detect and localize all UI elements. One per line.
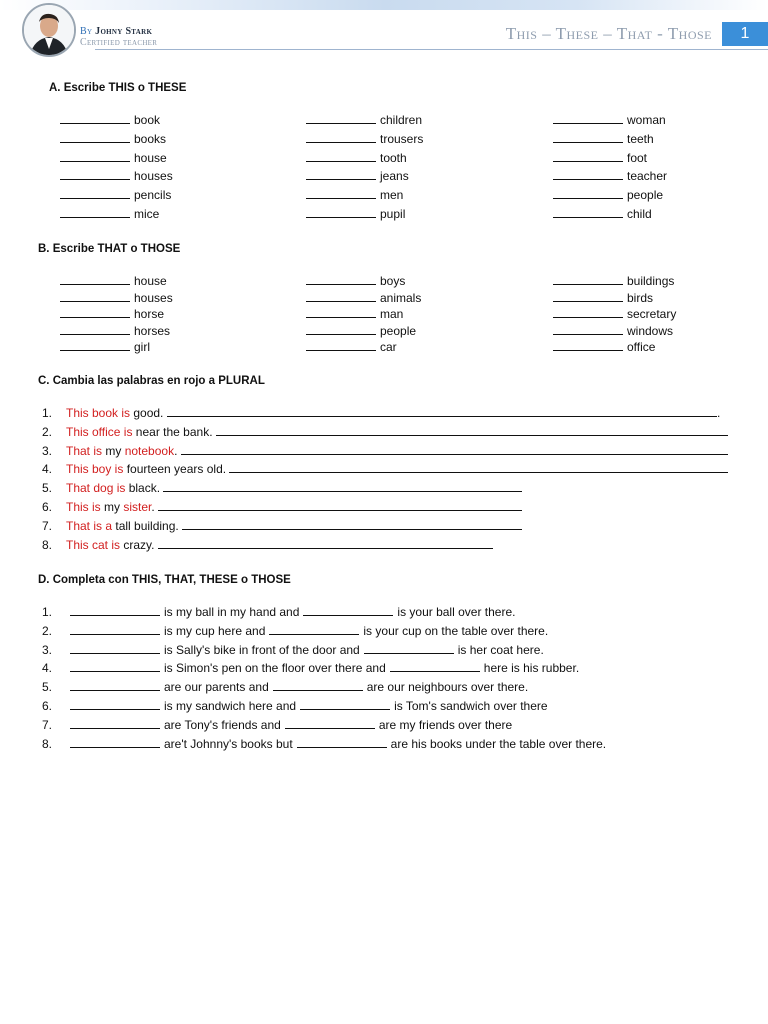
answer-blank[interactable] [306,207,376,218]
answer-blank[interactable] [306,169,376,180]
sentence-text: my [100,500,124,514]
word-label: man [380,307,404,322]
answer-blank[interactable] [60,169,130,180]
sentence-part-a: are Tony's friends and [164,717,281,732]
word-label: jeans [380,169,409,184]
word-label: secretary [627,307,677,322]
answer-blank-first[interactable] [70,624,160,635]
page-number: 1 [722,22,768,46]
answer-blank[interactable] [553,188,623,199]
line-end: . [717,406,721,420]
word-label: books [134,131,167,146]
author-credit [80,26,157,48]
plural-exercise-item [42,406,720,420]
item-number: 6. [42,699,53,713]
answer-blank[interactable] [60,113,130,124]
answer-blank-first[interactable] [70,718,160,729]
answer-blank[interactable] [60,291,130,302]
word-label: men [380,188,404,203]
item-number: 2. [42,623,53,638]
author-role: Certified teacher [80,37,158,48]
answer-blank[interactable] [306,291,376,302]
answer-blank[interactable] [60,151,130,162]
answer-line[interactable] [181,444,728,455]
answer-blank[interactable] [553,207,623,218]
answer-blank[interactable] [553,307,623,318]
sentence-part-b: are our neighbours over there. [366,680,529,695]
answer-line[interactable] [229,462,728,473]
answer-blank-first[interactable] [70,605,160,616]
word-label: child [627,207,652,221]
answer-blank[interactable] [306,113,376,124]
highlighted-word: This office is [66,424,133,439]
demonstrative-exercise-item [42,680,528,694]
word-label: houses [134,290,173,305]
word-blank-item [306,291,421,305]
word-blank-item [553,207,652,221]
word-blank-item [553,274,674,288]
sentence-text: good. [130,406,167,420]
word-label: horse [134,307,165,322]
item-number: 5. [42,680,53,695]
word-blank-item [306,169,409,183]
answer-blank[interactable] [553,340,623,351]
answer-blank[interactable] [60,340,130,351]
sentence-part-b: is Tom's sandwich over there [394,699,548,713]
answer-line[interactable] [216,425,728,436]
sentence-part-a: is my sandwich here and [164,699,297,713]
word-label: book [134,113,161,127]
word-label: children [380,113,423,127]
answer-blank[interactable] [60,274,130,285]
answer-blank[interactable] [306,132,376,143]
sentence-part-b: are my friends over there [378,717,513,732]
answer-blank-second[interactable] [300,699,390,710]
answer-blank-second[interactable] [303,605,393,616]
sentence-part-a: are't Johnny's books but [164,736,293,751]
answer-blank[interactable] [553,132,623,143]
sentence-part-a: is my cup here and [164,623,266,638]
word-label: people [627,188,664,203]
sentence-text: . [151,500,159,514]
word-blank-item [306,132,423,146]
word-blank-item [60,151,167,165]
word-blank-item [306,207,405,221]
highlighted-word: This is [66,500,101,514]
word-blank-item [60,307,164,321]
sentence-part-a: are our parents and [164,680,269,695]
plural-exercise-item [42,425,728,439]
sentence-part-b: is your ball over there. [397,605,516,619]
page-header [0,0,768,60]
word-label: woman [627,113,666,127]
word-label: horses [134,323,171,338]
word-label: house [134,150,167,165]
plural-exercise-item [42,462,728,476]
answer-line[interactable] [182,519,522,530]
word-blank-item [60,274,167,288]
item-number: 3. [42,443,53,458]
word-blank-item [306,324,416,338]
highlighted-word: That is [66,443,103,458]
author-name: Johny Stark [95,26,153,37]
sentence-text: tall building. [112,518,183,533]
answer-blank-first[interactable] [70,643,160,654]
highlighted-word: That dog is [66,481,126,496]
word-blank-item [553,307,676,321]
sentence-text: black. [125,481,164,496]
word-blank-item [60,113,160,127]
answer-blank-first[interactable] [70,737,160,748]
document-title: This – These – That - Those [505,24,712,43]
answer-blank-second[interactable] [273,680,363,691]
sentence-part-b: here is his rubber. [483,661,580,676]
word-label: buildings [627,274,675,288]
word-blank-item [306,113,422,127]
word-label: birds [627,290,654,305]
answer-line[interactable] [163,481,522,492]
answer-blank[interactable] [306,307,376,318]
word-blank-item [306,307,403,321]
sentence-text: near the bank. [132,424,216,439]
answer-blank[interactable] [60,132,130,143]
item-number: 4. [42,661,53,676]
answer-blank-second[interactable] [269,624,359,635]
word-label: foot [627,150,648,165]
item-number: 8. [42,736,53,751]
highlighted-word: That is a [66,518,113,533]
word-label: pupil [380,207,406,221]
answer-blank-second[interactable] [364,643,454,654]
demonstrative-exercise-item [42,661,579,675]
word-blank-item [60,188,171,202]
answer-blank-second[interactable] [390,661,480,672]
highlighted-word: This book is [66,406,131,420]
answer-line[interactable] [167,406,717,417]
item-number: 1. [42,605,53,619]
answer-blank[interactable] [60,188,130,199]
word-label: houses [134,169,173,184]
demonstrative-exercise-item [42,605,515,619]
sentence-part-a: is Simon's pen on the floor over there and [164,661,386,676]
item-number: 5. [42,481,53,496]
answer-blank-first[interactable] [70,699,160,710]
word-label: teacher [627,169,668,184]
plural-exercise-item [42,538,493,552]
answer-blank[interactable] [306,324,376,335]
word-label: house [134,274,167,288]
word-label: trousers [380,131,424,146]
word-blank-item [306,151,407,165]
word-blank-item [553,151,647,165]
word-label: girl [134,340,151,355]
word-label: teeth [627,131,654,146]
word-blank-item [306,274,405,288]
word-blank-item [60,291,173,305]
word-blank-item [553,169,667,183]
sentence-text: . [174,443,181,458]
answer-blank[interactable] [60,207,130,218]
word-label: boys [380,274,406,288]
author-photo [22,3,76,57]
sentence-part-a: is my ball in my hand and [164,605,300,619]
highlighted-word: This boy is [66,462,124,477]
sentence-part-b: is your cup on the table over there. [363,623,549,638]
answer-blank[interactable] [306,340,376,351]
word-blank-item [553,291,653,305]
plural-exercise-item [42,444,728,458]
word-blank-item [553,113,666,127]
answer-blank[interactable] [306,274,376,285]
word-label: pencils [134,188,172,203]
plural-exercise-item [42,500,522,514]
highlighted-word: sister [123,500,152,514]
sentence-part-a: is Sally's bike in front of the door and [164,642,360,657]
item-number: 4. [42,462,53,477]
author-by: By [80,26,93,37]
word-blank-item [553,324,673,338]
section-c-title: C. Cambia las palabras en rojo a PLURAL [38,375,265,387]
demonstrative-exercise-item [42,699,548,713]
item-number: 2. [42,424,53,439]
word-label: people [380,323,417,338]
word-blank-item [60,132,166,146]
answer-blank-second[interactable] [285,718,375,729]
section-d-title: D. Completa con THIS, THAT, THESE o THOSE [38,574,291,586]
sentence-part-b: is her coat here. [457,642,544,657]
word-blank-item [553,188,663,202]
sentence-text: crazy. [120,537,158,552]
section-a-title: A. Escribe THIS o THESE [49,82,187,94]
word-label: animals [380,290,422,305]
answer-blank[interactable] [553,169,623,180]
sentence-text: fourteen years old. [123,462,230,477]
plural-exercise-item [42,481,522,495]
answer-line[interactable] [158,538,493,549]
word-blank-item [306,340,397,354]
highlighted-word: This cat is [66,537,121,552]
sentence-part-b: are his books under the table over there. [390,736,607,751]
word-blank-item [553,132,654,146]
word-blank-item [60,324,170,338]
word-label: office [627,340,656,355]
section-b-title: B. Escribe THAT o THOSE [38,243,181,255]
word-label: windows [627,323,674,338]
item-number: 6. [42,500,53,514]
item-number: 3. [42,642,53,657]
word-label: tooth [380,150,407,165]
demonstrative-exercise-item [42,624,548,638]
answer-blank[interactable] [306,151,376,162]
demonstrative-exercise-item [42,643,544,657]
answer-blank[interactable] [306,188,376,199]
header-gradient-band [0,0,768,10]
answer-blank-first[interactable] [70,680,160,691]
item-number: 1. [42,406,53,420]
answer-blank[interactable] [60,307,130,318]
header-rule [95,49,768,50]
item-number: 8. [42,537,53,552]
word-blank-item [306,188,403,202]
demonstrative-exercise-item [42,737,606,751]
word-label: mice [134,207,160,221]
highlighted-word: notebook [124,443,175,458]
word-blank-item [60,207,159,221]
answer-blank[interactable] [60,324,130,335]
word-blank-item [60,169,173,183]
plural-exercise-item [42,519,522,533]
sentence-text: my [102,443,125,458]
answer-blank[interactable] [553,291,623,302]
item-number: 7. [42,518,53,533]
answer-blank[interactable] [553,151,623,162]
answer-blank-second[interactable] [297,737,387,748]
demonstrative-exercise-item [42,718,512,732]
word-blank-item [60,340,150,354]
answer-blank[interactable] [553,324,623,335]
item-number: 7. [42,717,53,732]
word-label: car [380,340,397,355]
answer-line[interactable] [158,500,522,511]
answer-blank[interactable] [553,274,623,285]
answer-blank-first[interactable] [70,661,160,672]
word-blank-item [553,340,655,354]
answer-blank[interactable] [553,113,623,124]
